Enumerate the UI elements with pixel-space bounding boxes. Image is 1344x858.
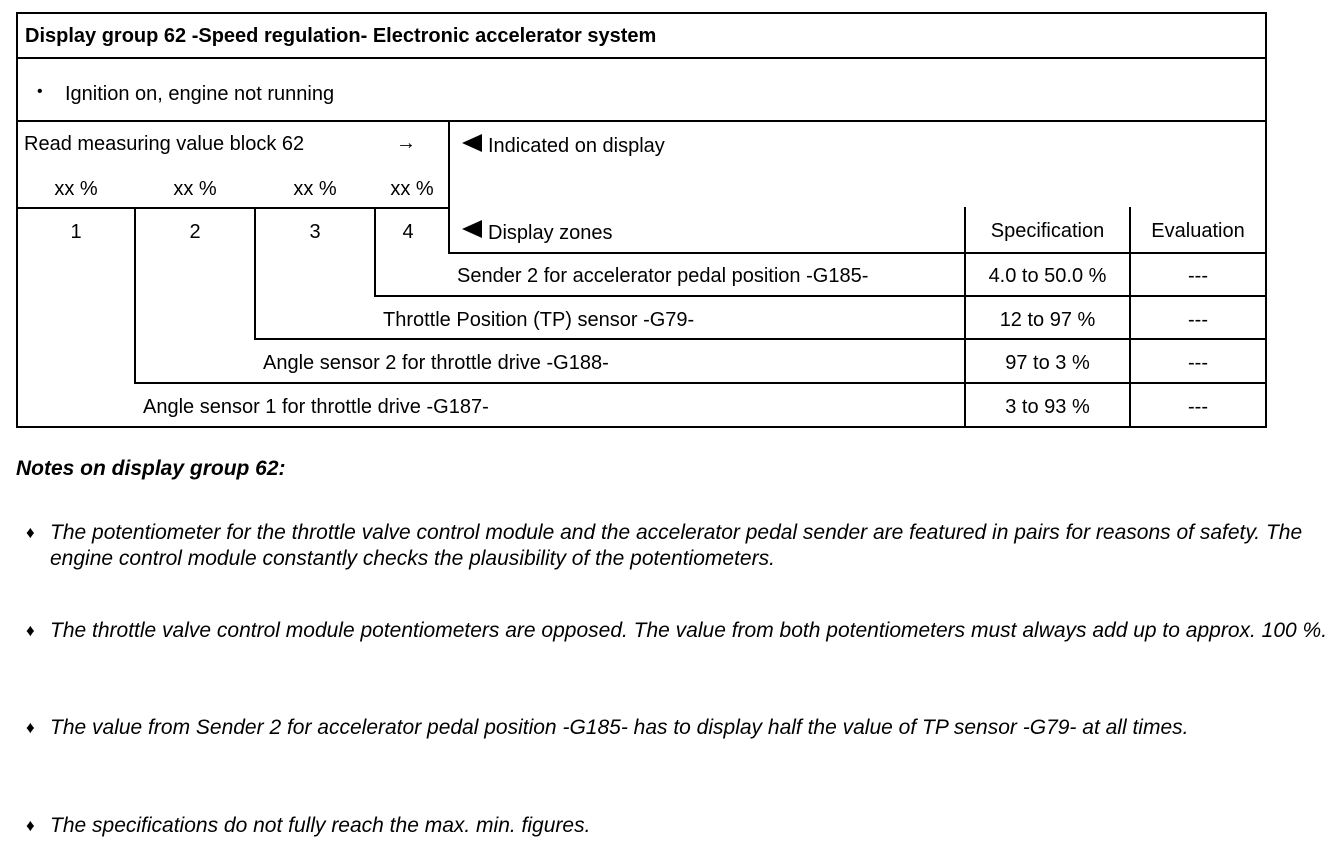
diamond-bullet-icon: ♦: [26, 523, 35, 542]
note-item: The potentiometer for the throttle valve control module and the accelerator pedal sender are featured in pairs for reasons of safety. The engine control module constantly checks the plausibility of the potentiometers.: [50, 521, 1303, 570]
indicated-on-display-label: Indicated on display: [488, 135, 665, 157]
left-pointer-triangle-icon: [462, 220, 482, 238]
arrow-right-icon: →: [396, 132, 416, 154]
field-placeholder: xx %: [173, 178, 217, 200]
specification-header: Specification: [990, 220, 1105, 242]
table-row-eval: ---: [1188, 352, 1208, 374]
condition-bullet-icon: •: [37, 83, 43, 100]
read-block-label: Read measuring value block 62: [24, 133, 305, 155]
table-row-label: Angle sensor 1 for throttle drive -G187-: [143, 396, 489, 418]
field-number: 1: [70, 221, 82, 243]
note-item: The value from Sender 2 for accelerator pedal position -G185- has to display half the value of TP sensor -G79- at all times.: [50, 716, 1189, 739]
table-title: Display group 62 -Speed regulation- Electronic accelerator system: [25, 25, 657, 47]
table-row-eval: ---: [1188, 396, 1208, 418]
table-row-spec: 12 to 97 %: [999, 309, 1096, 331]
table-row-label: Throttle Position (TP) sensor -G79-: [383, 309, 695, 331]
left-pointer-triangle-icon: [462, 134, 482, 152]
table-row-label: Sender 2 for accelerator pedal position -G185-: [457, 265, 869, 287]
table-row-spec: 3 to 93 %: [1005, 396, 1090, 418]
evaluation-header: Evaluation: [1151, 220, 1245, 242]
diamond-bullet-icon: ♦: [26, 621, 35, 640]
condition-text: Ignition on, engine not running: [65, 83, 335, 105]
table-row-spec: 4.0 to 50.0 %: [988, 265, 1107, 287]
table-row-eval: ---: [1188, 265, 1208, 287]
diamond-bullet-icon: ♦: [26, 718, 35, 737]
note-item: The specifications do not fully reach the max. min. figures.: [50, 814, 591, 837]
table-row-spec: 97 to 3 %: [1005, 352, 1090, 374]
display-zones-label: Display zones: [488, 222, 613, 244]
field-number: 3: [309, 221, 321, 243]
field-placeholder: xx %: [54, 178, 98, 200]
field-placeholder: xx %: [390, 178, 434, 200]
diamond-bullet-icon: ♦: [26, 816, 35, 835]
field-number: 2: [189, 221, 201, 243]
note-item: The throttle valve control module potentiometers are opposed. The value from both potentiometers must always add up to approx. 100 %.: [50, 619, 1328, 642]
field-placeholder: xx %: [293, 178, 337, 200]
table-row-eval: ---: [1188, 309, 1208, 331]
table-row-label: Angle sensor 2 for throttle drive -G188-: [263, 352, 609, 374]
field-number: 4: [402, 221, 414, 243]
notes-heading: Notes on display group 62:: [16, 457, 286, 480]
